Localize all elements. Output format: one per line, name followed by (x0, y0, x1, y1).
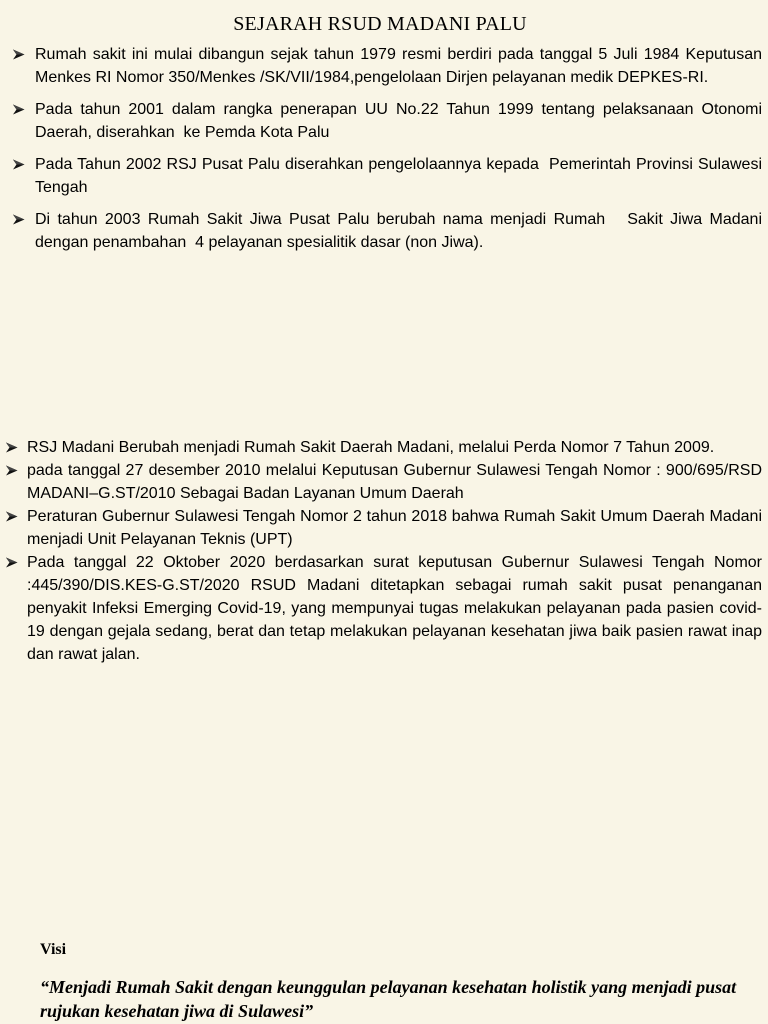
list-item (5, 436, 762, 459)
list-item-text: Rumah sakit ini mulai dibangun sejak tahun 1979 resmi berdiri pada tanggal 5 Juli 1984 Keputusan Menkes RI Nomor 350/Menkes /SK/VII/1984,pengelolaan Dirjen pelayanan medik DEPKES-RI. (35, 46, 767, 86)
arrowhead-bullet-icon (5, 459, 27, 477)
history-list-part2 (5, 436, 767, 666)
list-item-text: Di tahun 2003 Rumah Sakit Jiwa Pusat Palu berubah nama menjadi Rumah Sakit Jiwa Madani dengan penambahan 4 pelayanan spesialitik dasar (non Jiwa). (35, 211, 767, 251)
list-item-text: Peraturan Gubernur Sulawesi Tengah Nomor 2 tahun 2018 bahwa Rumah Sakit Umum Daerah Madani menjadi Unit Pelayanan Teknis (UPT) (27, 508, 767, 548)
list-item (5, 459, 767, 505)
arrowhead-bullet-icon (12, 208, 35, 226)
list-item (5, 551, 767, 666)
page-title: SEJARAH RSUD MADANI PALU (233, 13, 527, 35)
history-list-part1 (12, 43, 767, 263)
list-item (12, 98, 767, 144)
list-item-text: RSJ Madani Berubah menjadi Rumah Sakit Daerah Madani, melalui Perda Nomor 7 Tahun 2009. (27, 439, 715, 456)
arrowhead-bullet-icon (5, 551, 27, 569)
list-item (12, 153, 767, 199)
list-item (12, 43, 767, 89)
list-item (5, 505, 767, 551)
visi-statement: “Menjadi Rumah Sakit dengan keunggulan pelayanan kesehatan holistik yang menjadi pusat rujukan kesehatan jiwa di Sulawesi” (40, 977, 737, 1021)
arrowhead-bullet-icon (12, 43, 35, 61)
list-item (12, 208, 767, 254)
arrowhead-bullet-icon (12, 98, 35, 116)
arrowhead-bullet-icon (5, 505, 27, 523)
list-item-text: Pada Tahun 2002 RSJ Pusat Palu diserahkan pengelolaannya kepada Pemerintah Provinsi Sulawesi Tengah (35, 156, 767, 196)
list-item-text: Pada tahun 2001 dalam rangka penerapan UU No.22 Tahun 1999 tentang pelaksanaan Otonomi Daerah, diserahkan ke Pemda Kota Palu (35, 101, 767, 141)
list-item-text: pada tanggal 27 desember 2010 melalui Keputusan Gubernur Sulawesi Tengah Nomor : 900/695/RSD MADANI–G.ST/2010 Sebagai Badan Layanan Umum Daerah (27, 462, 767, 502)
list-item-text: Pada tanggal 22 Oktober 2020 berdasarkan surat keputusan Gubernur Sulawesi Tengah Nomor :445/390/DIS.KES-G.ST/2020 RSUD Madani ditetapkan sebagai rumah sakit pusat penanganan penyakit Infeksi Emerging Covid-19, yang mempunyai tugas melakukan pelayanan pada pasien covid-19 dengan gejala sedang, berat dan tetap melakukan pelayanan kesehatan jiwa baik pasien rawat inap dan rawat jalan. (27, 554, 767, 663)
arrowhead-bullet-icon (12, 153, 35, 171)
arrowhead-bullet-icon (5, 436, 27, 454)
visi-heading: Visi (40, 941, 67, 958)
